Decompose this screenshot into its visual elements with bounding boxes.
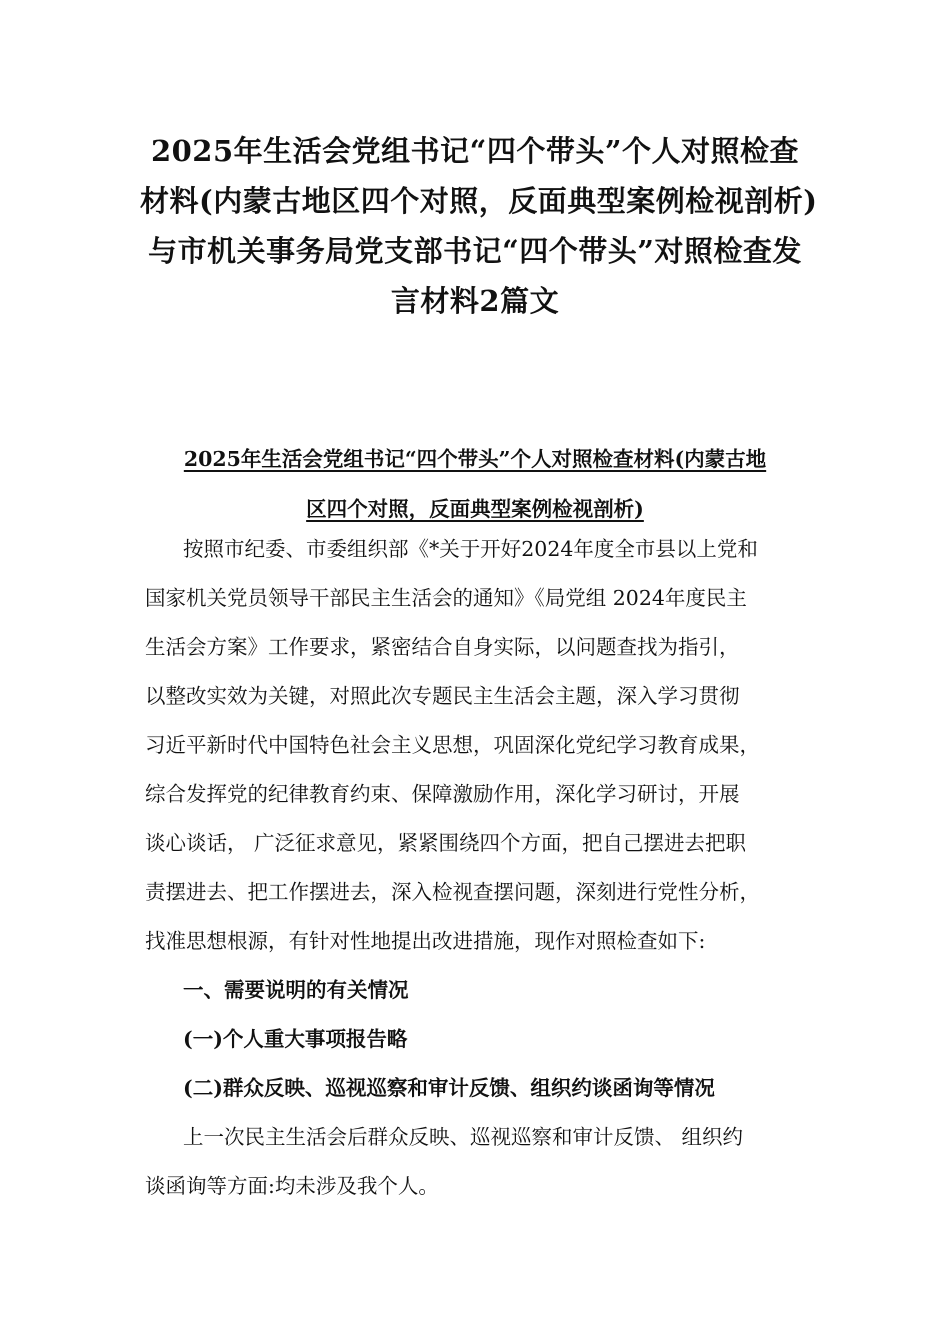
paragraph-line: 上一次民主生活会后群众反映、巡视巡察和审计反馈、 组织约: [183, 1125, 744, 1149]
intro-paragraph: [145, 525, 825, 966]
paragraph-line: 国家机关党员领导干部民主生活会的通知》《局党组 2024年度民主: [145, 586, 747, 610]
section-title: [145, 434, 805, 534]
main-title-line: 与市机关事务局党支部书记“四个带头”对照检查发: [148, 234, 802, 268]
paragraph-line: 习近平新时代中国特色社会主义思想，巩固深化党纪学习教育成果，: [145, 733, 760, 757]
heading-level2: (一)个人重大事项报告略: [183, 1027, 408, 1051]
paragraph-line: 按照市纪委、市委组织部《*关于开好2024年度全市县以上党和: [183, 537, 758, 561]
paragraph-line: 以整改实效为关键，对照此次专题民主生活会主题，深入学习贯彻: [145, 684, 740, 708]
main-title-line: 2025年生活会党组书记“四个带头”个人对照检查: [150, 134, 800, 168]
heading-level1: 一、需要说明的有关情况: [183, 978, 409, 1002]
paragraph-line: 找准思想根源，有针对性地提出改进措施，现作对照检查如下:: [145, 929, 706, 953]
paragraph-line: 综合发挥党的纪律教育约束、保障激励作用，深化学习研讨，开展: [145, 782, 740, 806]
paragraph-line: 责摆进去、把工作摆进去，深入检视查摆问题，深刻进行党性分析，: [145, 880, 760, 904]
paragraph-line: 谈函询等方面:均未涉及我个人。: [145, 1174, 439, 1198]
heading-level2: (二)群众反映、巡视巡察和审计反馈、组织约谈函询等情况: [183, 1076, 715, 1100]
paragraph-line: 生活会方案》工作要求，紧密结合自身实际，以问题查找为指引，: [145, 635, 740, 659]
main-title-line: 材料(内蒙古地区四个对照，反面典型案例检视剖析): [140, 184, 818, 218]
document-body: [145, 525, 825, 1211]
section-title-line: 区四个对照，反面典型案例检视剖析): [306, 497, 644, 521]
section-title-line: 2025年生活会党组书记“四个带头”个人对照检查材料(内蒙古地: [183, 447, 767, 471]
document-main-title: [140, 126, 818, 326]
situation-paragraph: [145, 1113, 825, 1211]
paragraph-line: 谈心谈话， 广泛征求意见，紧紧围绕四个方面，把自己摆进去把职: [145, 831, 747, 855]
main-title-line: 言材料2篇文: [390, 284, 560, 318]
